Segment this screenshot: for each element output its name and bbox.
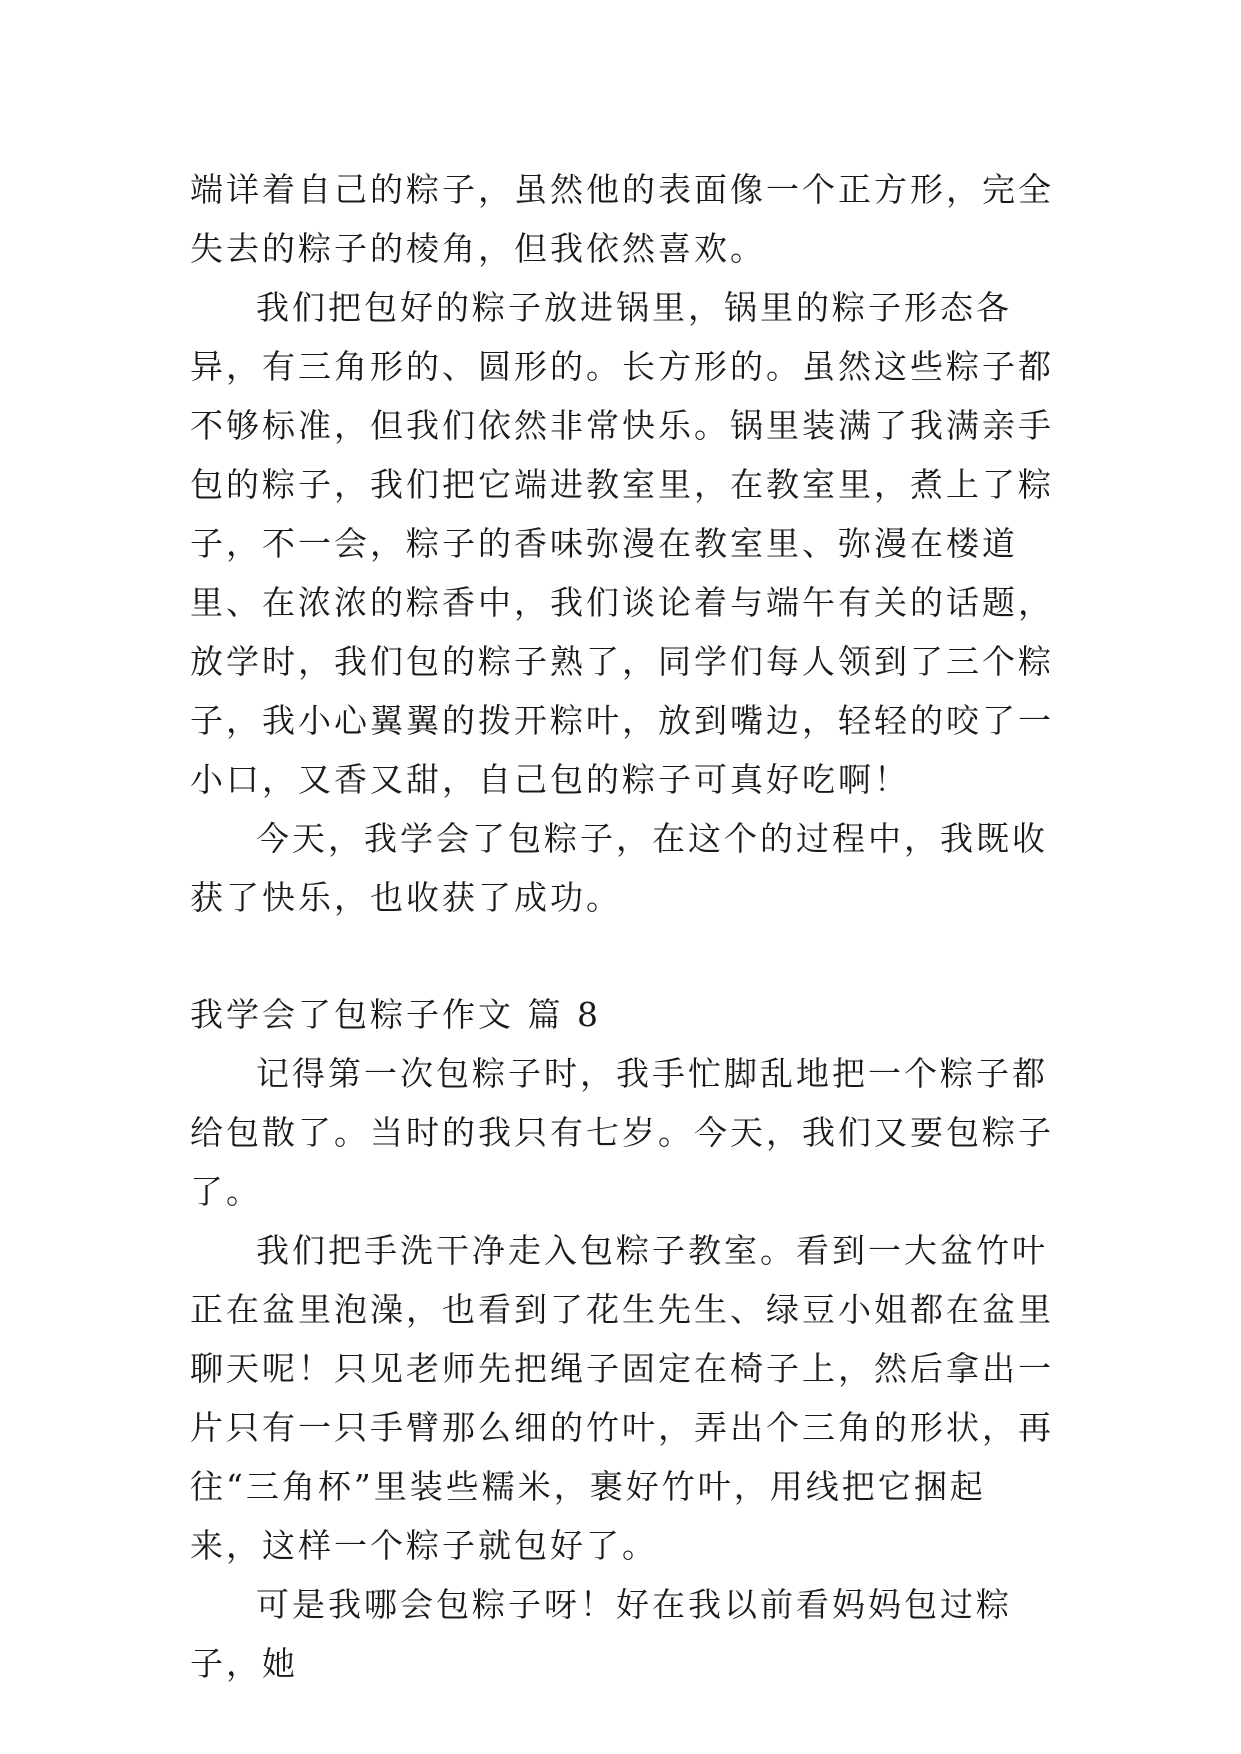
section-gap [190,927,1056,985]
document-body [190,160,1056,1693]
paragraph-continued: 端详着自己的粽子，虽然他的表面像一个正方形，完全失去的粽子的棱角，但我依然喜欢。 [190,170,1054,268]
section-title: 我学会了包粽子作文 篇 8 [190,995,601,1034]
paragraph-cooking: 我们把包好的粽子放进锅里，锅里的粽子形态各异，有三角形的、圆形的。长方形的。虽然这些粽子都不够标准，但我们依然非常快乐。锅里装满了我满亲手包的粽子，我们把它端进教室里，在教室里，煮上了粽子，不一会，粽子的香味弥漫在教室里、弥漫在楼道里、在浓浓的粽香中，我们谈论着与端午有关的话题，放学时，我们包的粽子熟了，同学们每人领到了三个粽子，我小心翼翼的拨开粽叶，放到嘴边，轻轻的咬了一小口，又香又甜，自己包的粽子可真好吃啊！ [190,288,1054,799]
paragraph-classroom: 我们把手洗干净走入包粽子教室。看到一大盆竹叶正在盆里泡澡，也看到了花生先生、绿豆小姐都在盆里聊天呢！只见老师先把绳子固定在椅子上，然后拿出一片只有一只手臂那么细的竹叶，弄出个三角的形状，再往“三角杯”里装些糯米，裹好竹叶，用线把它捆起来，这样一个粽子就包好了。 [190,1231,1054,1565]
paragraph-first-time: 记得第一次包粽子时，我手忙脚乱地把一个粽子都给包散了。当时的我只有七岁。今天，我们又要包粽子了。 [190,1054,1054,1211]
paragraph-attempt: 可是我哪会包粽子呀！好在我以前看妈妈包过粽子，她 [190,1585,1012,1683]
paragraph-conclusion: 今天，我学会了包粽子，在这个的过程中，我既收获了快乐，也收获了成功。 [190,819,1048,917]
